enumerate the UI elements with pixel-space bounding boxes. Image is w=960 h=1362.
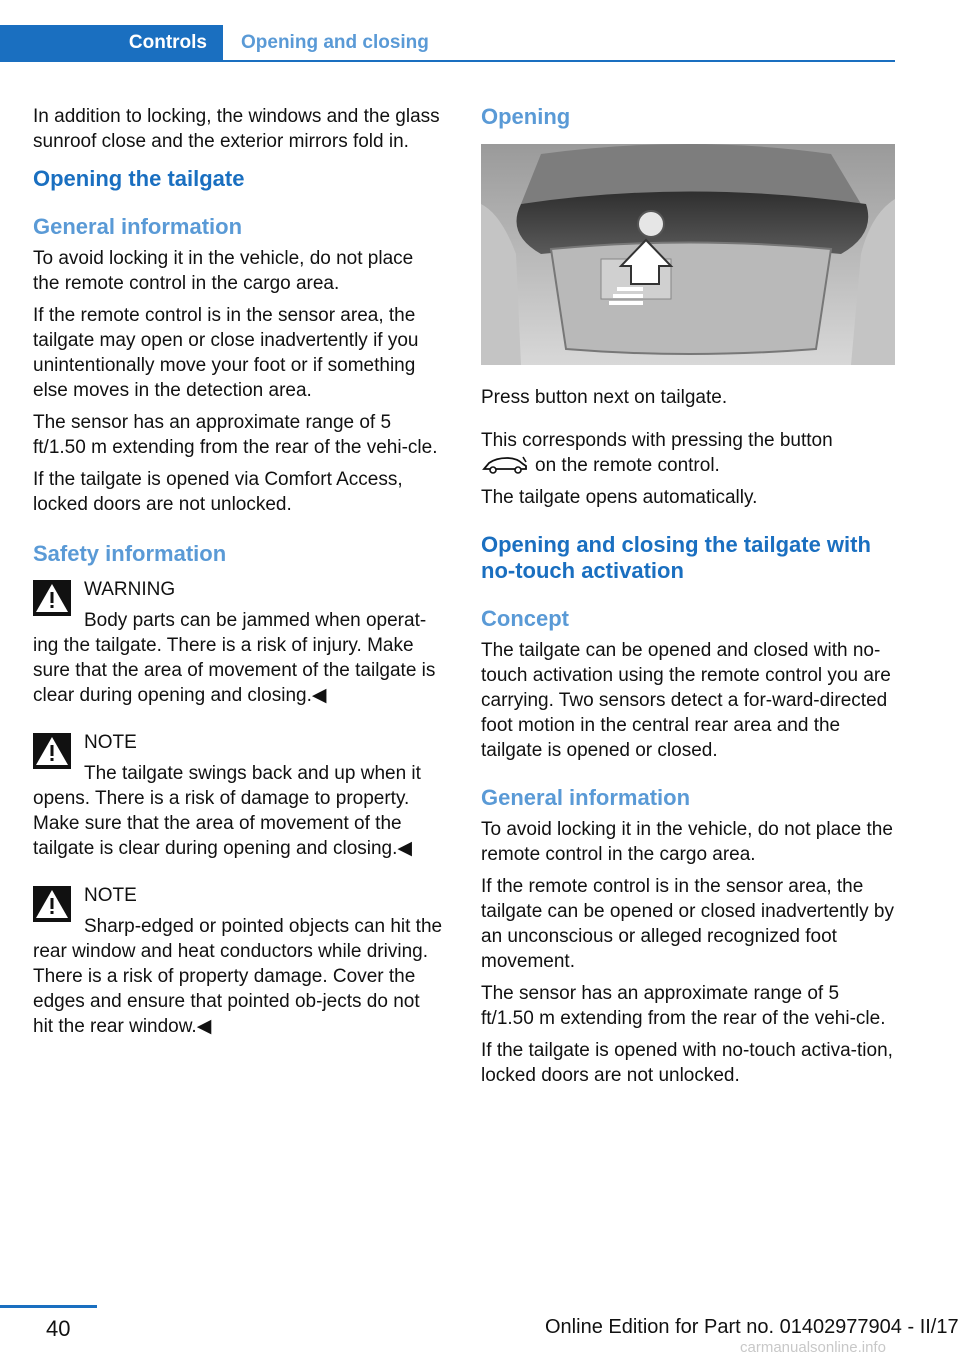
heading-opening: Opening	[481, 104, 571, 129]
heading-safety-information: Safety information	[33, 541, 227, 566]
paragraph-remote-button	[481, 428, 895, 478]
page-header	[0, 25, 895, 62]
heading-no-touch: Opening and closing the tailgate with no-touch activation	[481, 532, 871, 583]
footer-rule	[0, 1305, 97, 1308]
heading-opening-tailgate: Opening the tailgate	[33, 166, 245, 191]
paragraph: Press button next on tailgate.	[481, 387, 728, 408]
heading-general-information: General information	[481, 785, 691, 810]
header-rule	[0, 60, 895, 62]
heading-concept: Concept	[481, 606, 569, 631]
note-title: NOTE	[84, 732, 137, 753]
paragraph: The tailgate can be opened and closed with no-touch activation using the remote control you are carrying. Two sensors detect a for‐ward-directed foot motion in the central rear area and the tailgate is opened or closed.	[481, 640, 891, 761]
text: on the remote control.	[535, 455, 720, 476]
chapter-tab[interactable]: Controls	[0, 25, 223, 60]
paragraph: If the tailgate is opened via Comfort Access, locked doors are not unlocked.	[33, 469, 403, 515]
note-title: NOTE	[84, 885, 137, 906]
paragraph: The sensor has an approximate range of 5 ft/1.50 m extending from the rear of the vehi‐cle.	[33, 412, 438, 458]
paragraph: The sensor has an approximate range of 5 ft/1.50 m extending from the rear of the vehi‐cle.	[481, 983, 886, 1029]
page-number: 40	[46, 1316, 71, 1341]
text: This corresponds with pressing the button	[481, 430, 833, 451]
paragraph: The tailgate opens automatically.	[481, 487, 758, 508]
paragraph: If the remote control is in the sensor area, the tailgate can be opened or closed inadvertently by an unconscious or alleged recognized foot movement.	[481, 876, 894, 972]
paragraph: If the tailgate is opened with no-touch activa‐tion, locked doors are not unlocked.	[481, 1040, 893, 1086]
paragraph: If the remote control is in the sensor area, the tailgate may open or close inadvertently if you unintentionally move your foot or if something else moves in the detection area.	[33, 305, 419, 401]
warning-triangle-icon	[33, 733, 71, 769]
warning-triangle-icon	[33, 580, 71, 616]
warning-title: WARNING	[84, 579, 176, 600]
watermark: carmanualsonline.info	[740, 1339, 886, 1356]
right-column	[481, 104, 895, 1095]
edition-text: Online Edition for Part no. 01402977904 - II/17	[545, 1316, 959, 1338]
note-block	[33, 730, 443, 861]
intro-paragraph: In addition to locking, the windows and the glass sunroof close and the exterior mirrors fold in.	[33, 106, 440, 152]
paragraph: To avoid locking it in the vehicle, do not place the remote control in the cargo area.	[33, 248, 414, 294]
note-text: The tailgate swings back and up when it opens. There is a risk of damage to property. Make sure that the area of movement of the tailgate is clear during opening and closing.◀	[33, 763, 421, 859]
tailgate-button-illustration	[481, 144, 895, 365]
note-block	[33, 883, 443, 1039]
left-column	[33, 104, 443, 1046]
warning-block	[33, 577, 443, 708]
note-text: Sharp-edged or pointed objects can hit the rear window and heat conductors while driving. There is a risk of property damage. Cover the edges and ensure that pointed ob‐jects do not hit the rear window.◀	[33, 916, 443, 1037]
warning-text: Body parts can be jammed when operat‐ing the tailgate. There is a risk of injury. Make sure that the area of movement of the tailgate is clear during opening and closing.◀	[33, 610, 436, 706]
car-tailgate-icon	[481, 454, 529, 474]
heading-general-information: General information	[33, 214, 243, 239]
warning-triangle-icon	[33, 886, 71, 922]
section-tab[interactable]: Opening and closing	[241, 31, 429, 53]
paragraph: To avoid locking it in the vehicle, do not place the remote control in the cargo area.	[481, 819, 893, 865]
